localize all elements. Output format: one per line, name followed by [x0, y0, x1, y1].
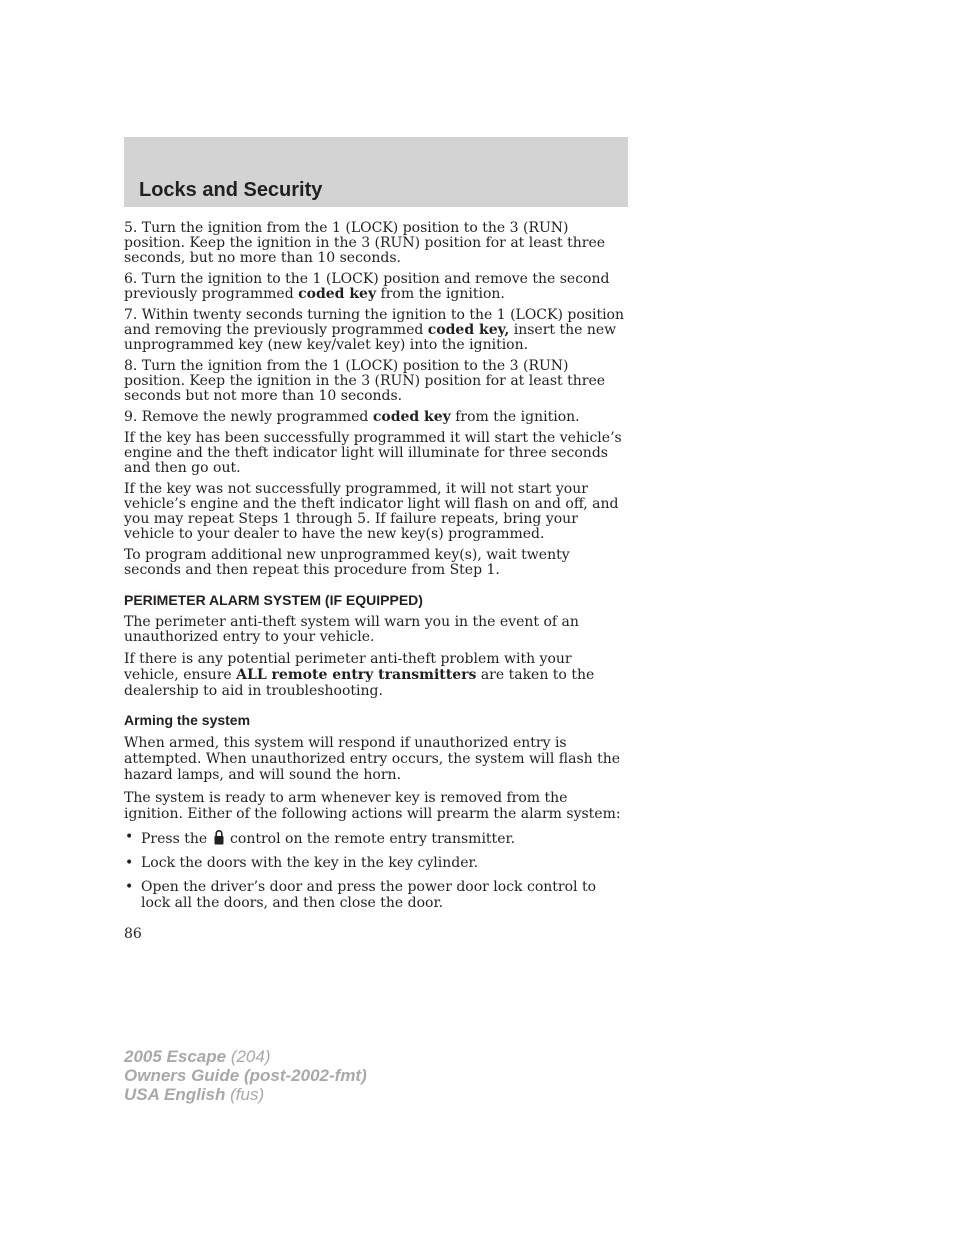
footer-line-1 — [124, 1047, 367, 1066]
step-9-text-end: from the ignition. — [450, 409, 580, 425]
step-7-text: 7. Within twenty seconds turning the ignition to the 1 (LOCK) position and removing the previously programmed — [124, 307, 624, 338]
step-8: 8. Turn the ignition from the 1 (LOCK) position to the 3 (RUN) position. Keep the ignition in the 3 (RUN) position for at least three seconds but not more than 10 seconds. — [124, 358, 606, 404]
step-6-text-end: from the ignition. — [376, 286, 505, 302]
additional-keys-paragraph: To program additional new unprogrammed key(s), wait twenty seconds and then repeat this procedure from Step 1. — [124, 547, 570, 578]
step-7-text-end: insert the new unprogrammed key (new key/valet key) into the ignition. — [124, 322, 617, 353]
footer-language-code: (fus) — [225, 1085, 265, 1104]
section-header-band — [124, 137, 628, 207]
step-6-bold: coded key — [298, 286, 377, 302]
bullet-3-text: Open the driver’s door and press the power door lock control to lock all the doors, and then close the door. — [141, 879, 597, 911]
lock-icon — [214, 829, 224, 845]
step-6-text: 6. Turn the ignition to the 1 (LOCK) position and remove the second previously programmed — [124, 271, 610, 302]
perimeter-p2-text: If there is any potential perimeter anti-theft problem with your vehicle, ensure — [124, 651, 572, 683]
page-number: 86 — [124, 926, 142, 942]
footer-line-3 — [124, 1085, 367, 1104]
step-5: 5. Turn the ignition from the 1 (LOCK) position to the 3 (RUN) position. Keep the ignition in the 3 (RUN) position for at least three seconds, but no more than 10 seconds. — [124, 220, 606, 266]
list-item — [124, 829, 628, 847]
footer-model: 2005 Escape — [124, 1047, 227, 1066]
footer-language: USA English — [124, 1085, 226, 1104]
bullet-icon: • — [125, 829, 134, 845]
bullet-1-text-end: control on the remote entry transmitter. — [225, 831, 516, 847]
bullet-1-text: Press the — [141, 831, 208, 847]
perimeter-p2-bold: ALL remote entry transmitters — [236, 667, 477, 683]
bullet-icon: • — [125, 855, 134, 871]
failure-paragraph: If the key was not successfully programmed, it will not start your vehicle’s engine and the theft indicator light will flash on and off, and you may repeat Steps 1 through 5. If failure repeats, bring your vehicle to your dealer to have the new key(s) programmed. — [124, 481, 619, 542]
step-9-text: 9. Remove the newly programmed — [124, 409, 373, 425]
perimeter-paragraph-2 — [124, 651, 628, 699]
step-6 — [124, 272, 628, 302]
perimeter-paragraph-1: The perimeter anti-theft system will warn you in the event of an unauthorized entry to your vehicle. — [124, 614, 579, 645]
perimeter-p2-text-end: are taken to the dealership to aid in troubleshooting. — [124, 667, 595, 699]
step-9 — [124, 410, 628, 425]
page-content — [124, 221, 628, 919]
arming-paragraph-2: The system is ready to arm whenever key is removed from the ignition. Either of the following actions will prearm the alarm system: — [124, 790, 621, 822]
bullet-2-text: Lock the doors with the key in the key cylinder. — [141, 855, 479, 871]
arming-heading: Arming the system — [124, 712, 251, 728]
step-7-bold: coded key, — [427, 322, 510, 338]
perimeter-heading: PERIMETER ALARM SYSTEM (IF EQUIPPED) — [124, 592, 423, 608]
section-title: Locks and Security — [139, 179, 323, 201]
arming-paragraph-1: When armed, this system will respond if unauthorized entry is attempted. When unauthorized entry occurs, the system will flash the hazard lamps, and will sound the horn. — [124, 735, 621, 783]
prearm-actions-list — [124, 829, 628, 911]
list-item — [124, 879, 628, 911]
bullet-icon: • — [125, 879, 134, 895]
step-7 — [124, 308, 628, 353]
footer-line-2 — [124, 1066, 367, 1085]
document-footer — [124, 1047, 367, 1104]
success-paragraph: If the key has been successfully programmed it will start the vehicle’s engine and the theft indicator light will illuminate for three seconds and then go out. — [124, 430, 622, 476]
step-9-bold: coded key — [372, 409, 451, 425]
footer-guide: Owners Guide (post-2002-fmt) — [124, 1066, 367, 1085]
footer-model-code: (204) — [226, 1047, 271, 1066]
list-item — [124, 855, 628, 871]
